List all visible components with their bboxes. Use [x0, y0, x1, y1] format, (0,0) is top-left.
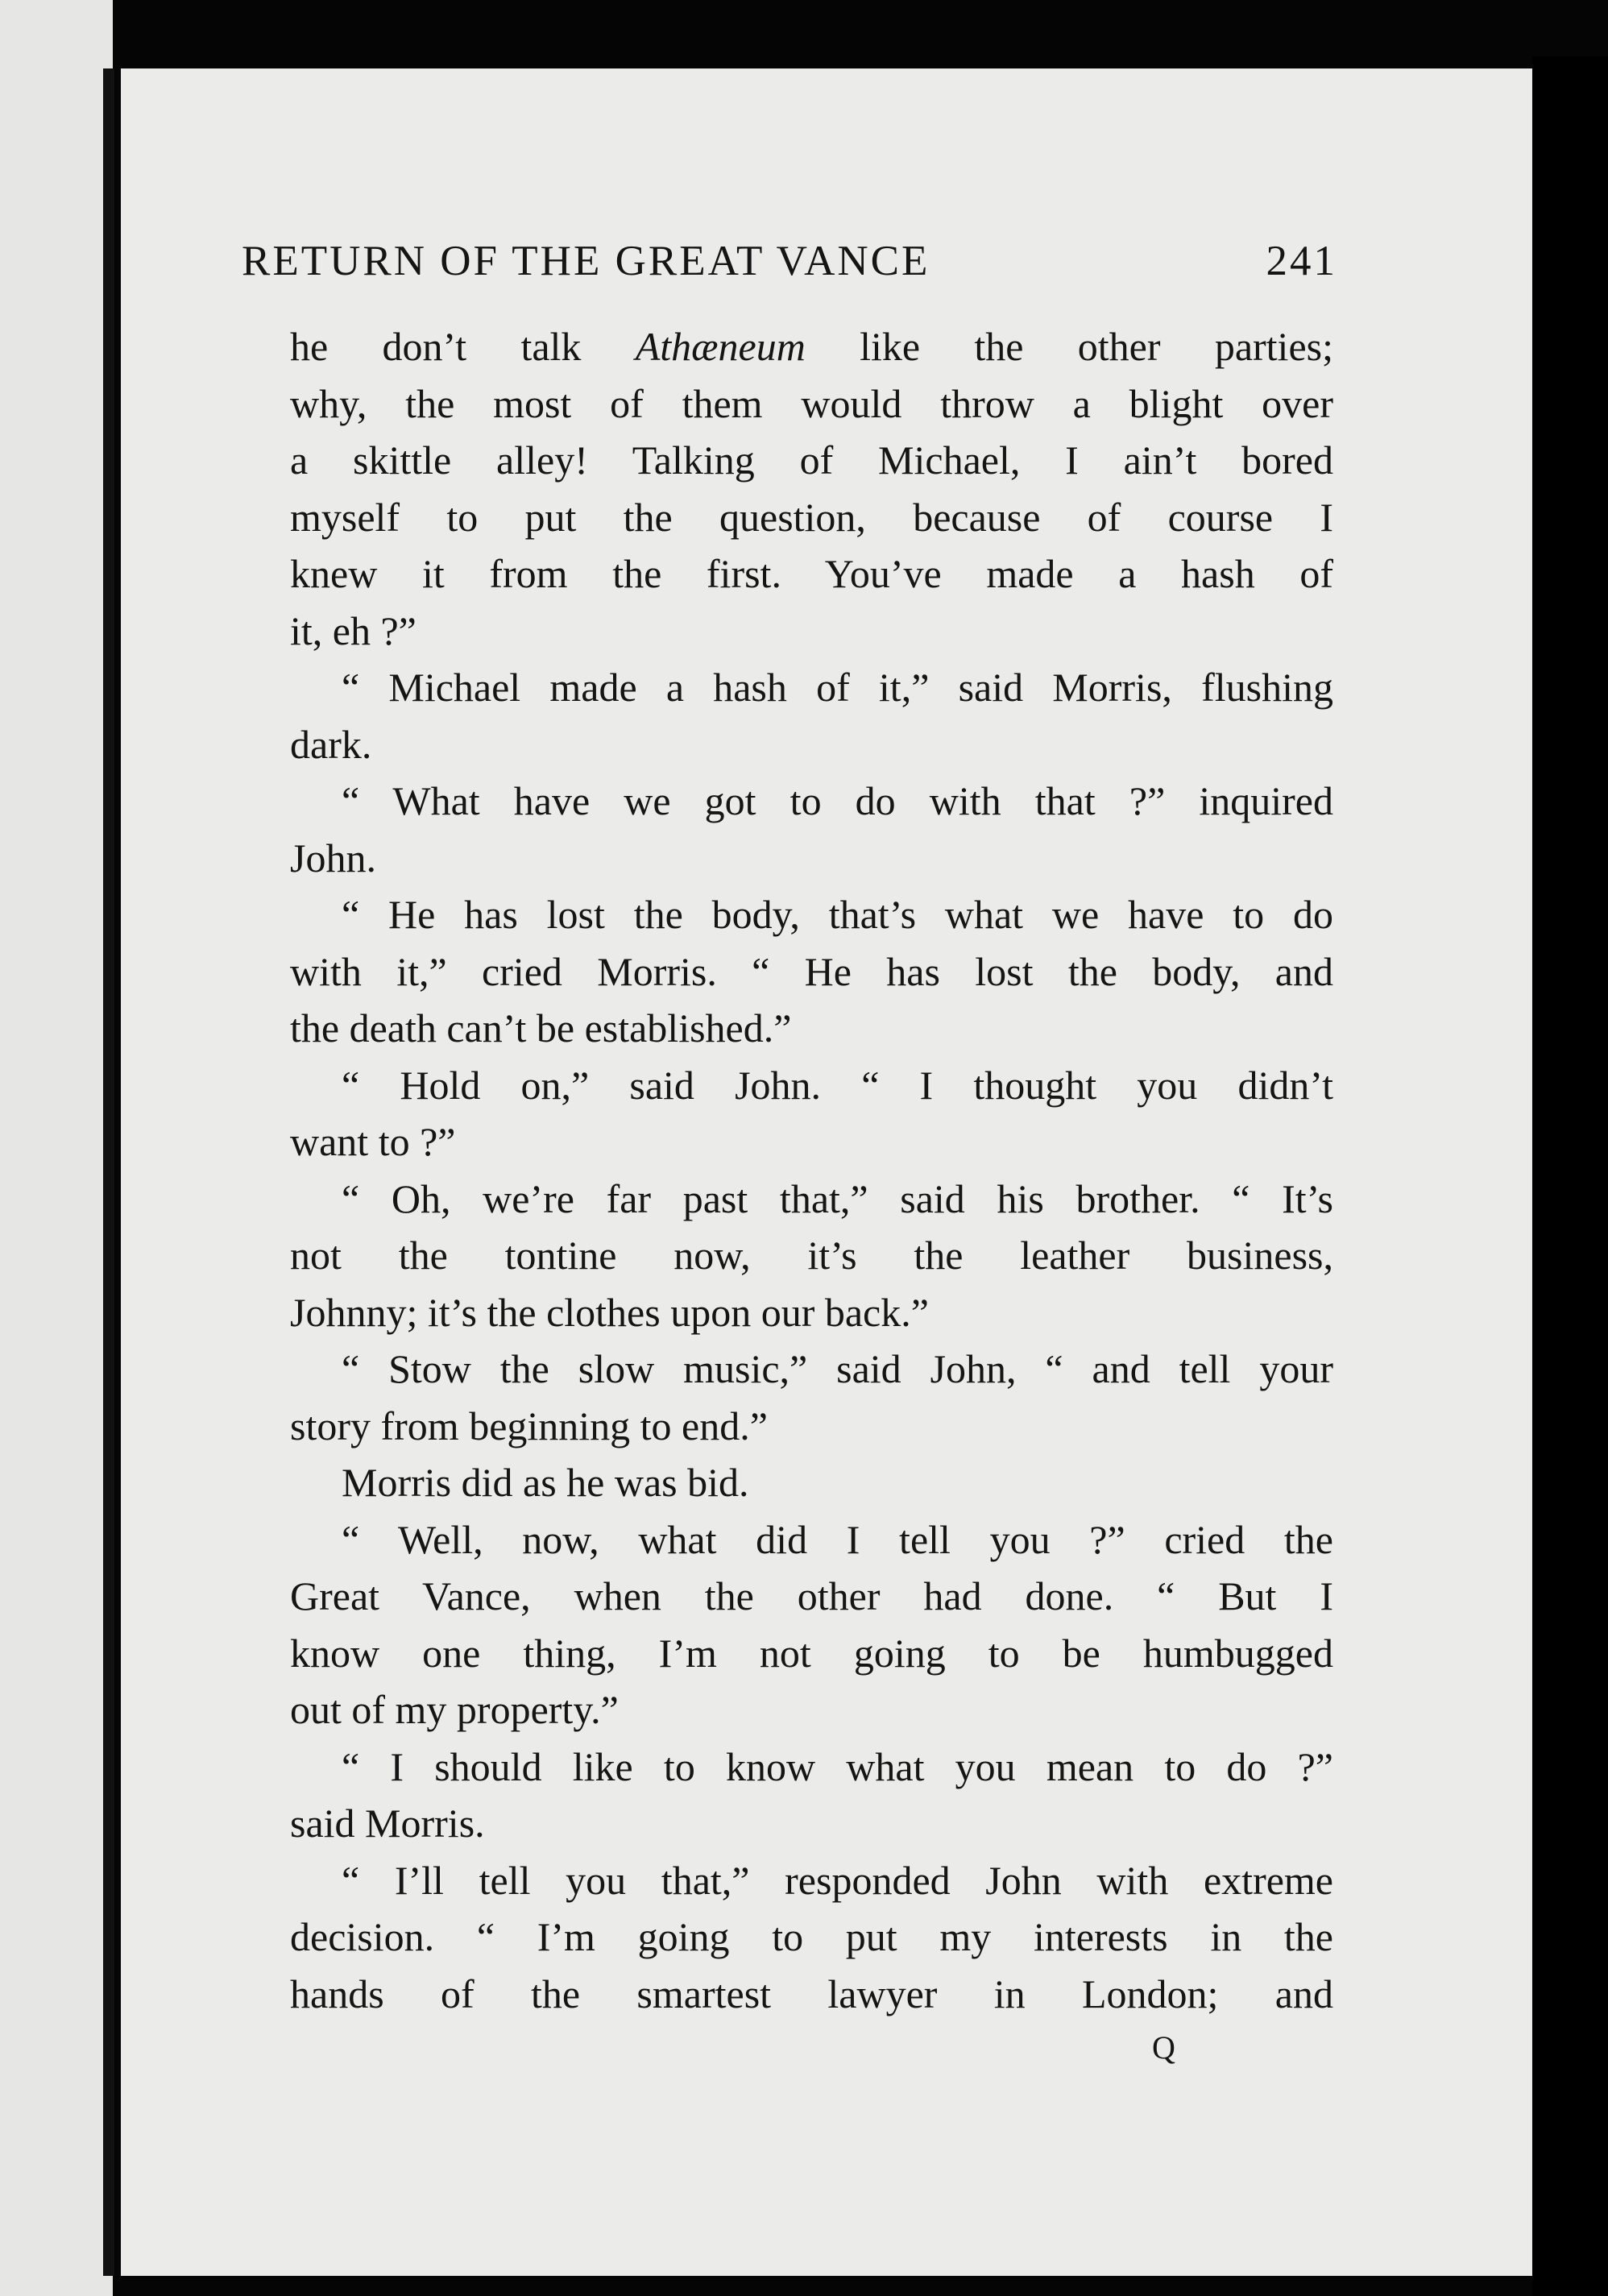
- facing-page-edge: [0, 0, 113, 2296]
- text-line: Great Vance, when the other had done. “ But I: [290, 1573, 1333, 1618]
- running-title: RETURN OF THE GREAT VANCE: [242, 238, 930, 284]
- running-header: [242, 240, 1337, 283]
- page-number: 241: [1266, 238, 1337, 284]
- text-line: with it,” cried Morris. “ He has lost the body, and: [290, 948, 1333, 994]
- text-line: myself to put the question, because of course I: [290, 494, 1333, 540]
- text-line: knew it from the first. You’ve made a hash of: [290, 551, 1333, 596]
- body-text: [290, 318, 1333, 2022]
- text-line: it, eh ?”: [290, 607, 417, 653]
- text-line: “ Michael made a hash of it,” said Morris, flushing: [342, 665, 1333, 710]
- text-line: “ Hold on,” said John. “ I thought you didn’t: [342, 1062, 1333, 1108]
- text-line: story from beginning to end.”: [290, 1403, 768, 1448]
- text-line: “ I’ll tell you that,” responded John with extreme: [342, 1857, 1333, 1903]
- text-line: “ Well, now, what did I tell you ?” cried the: [342, 1516, 1333, 1562]
- text-line: a skittle alley! Talking of Michael, I ain’t bored: [290, 437, 1333, 483]
- text-line: “ Stow the slow music,” said John, “ and tell your: [342, 1346, 1333, 1391]
- text-line: Johnny; it’s the clothes upon our back.”: [290, 1289, 929, 1335]
- binding-gutter: [103, 68, 114, 2276]
- text-line: John.: [290, 835, 376, 881]
- text-line: said Morris.: [290, 1801, 485, 1846]
- text-line: “ Oh, we’re far past that,” said his brother. “ It’s: [342, 1175, 1333, 1221]
- text-line: dark.: [290, 721, 372, 767]
- text-line: “ I should like to know what you mean to do ?”: [342, 1743, 1333, 1789]
- italic-word: Athæneum: [635, 324, 806, 369]
- text-line: Morris did as he was bid.: [342, 1460, 749, 1505]
- text-line: out of my property.”: [290, 1687, 619, 1732]
- text-line: not the tontine now, it’s the leather business,: [290, 1233, 1333, 1278]
- scan-border: [1532, 56, 1608, 2296]
- signature-mark: Q: [1152, 2029, 1175, 2066]
- text-line: he don’t talk Athæneum like the other parties;: [290, 324, 1333, 369]
- text-line: know one thing, I’m not going to be humbugged: [290, 1630, 1333, 1676]
- text-line: “ He has lost the body, that’s what we have to do: [342, 892, 1333, 937]
- text-line: the death can’t be established.”: [290, 1005, 792, 1051]
- text-line: want to ?”: [290, 1119, 456, 1164]
- text-line: why, the most of them would throw a blight over: [290, 380, 1333, 426]
- text-line: decision. “ I’m going to put my interests in the: [290, 1914, 1333, 1959]
- text-line: “ What have we got to do with that ?” inquired: [342, 778, 1333, 823]
- text-line: hands of the smartest lawyer in London; and: [290, 1971, 1333, 2016]
